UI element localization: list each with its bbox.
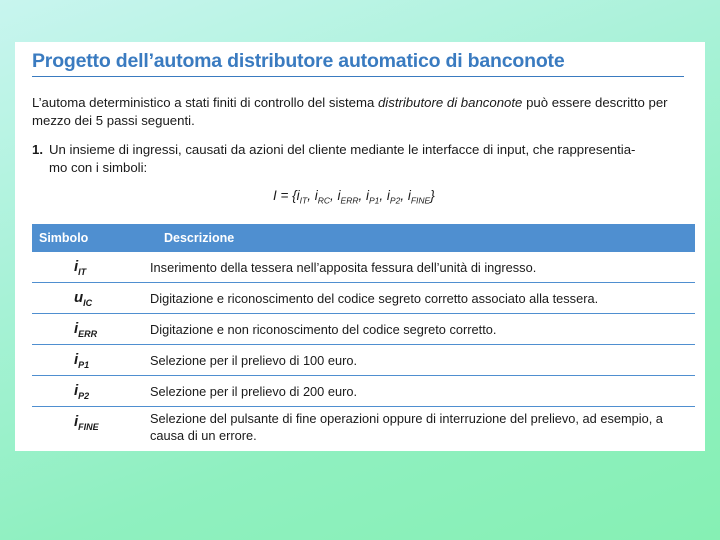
page-title: Progetto dell’automa distributore automatico di banconote <box>32 50 565 72</box>
row-symbol <box>74 258 86 277</box>
table-row <box>32 376 695 407</box>
document-page <box>15 42 705 451</box>
formula-lhs: I = { <box>273 188 297 203</box>
formula-term-base: i <box>314 188 318 203</box>
row-symbol-base: i <box>74 351 79 368</box>
table-row <box>32 407 695 447</box>
row-description: Selezione per il prelievo di 100 euro. <box>150 353 358 368</box>
formula-term <box>407 188 431 206</box>
row-symbol <box>74 382 89 401</box>
formula-term <box>337 188 359 206</box>
table-row <box>32 345 695 376</box>
formula-term-subscript: RC <box>317 195 331 206</box>
formula-separator: , <box>400 188 408 203</box>
row-description: Selezione per il prelievo di 200 euro. <box>150 384 358 399</box>
input-set-formula <box>273 188 435 206</box>
formula-term <box>296 188 308 206</box>
row-symbol-base: u <box>74 289 84 306</box>
row-symbol-subscript: FINE <box>78 422 99 432</box>
table-header <box>32 224 695 252</box>
formula-term-subscript: P2 <box>389 195 401 206</box>
intro-text-before: L’automa deterministico a stati finiti di controllo del sistema <box>32 95 378 110</box>
row-symbol-base: i <box>74 320 79 337</box>
formula-rhs: } <box>430 188 435 203</box>
table-body <box>32 252 695 447</box>
row-symbol-subscript: P2 <box>78 391 90 401</box>
step-1-line-2: mo con i simboli: <box>49 160 148 175</box>
step-1-text: Un insieme di ingressi, causati da azioni del cliente mediante le interfacce di input, che rappresentia- <box>49 142 636 157</box>
formula-separator: , <box>330 188 338 203</box>
step-number: 1. <box>32 142 43 157</box>
formula-term-subscript: P1 <box>369 195 380 206</box>
intro-text-after: può essere descritto per mezzo dei 5 passi seguenti. <box>32 95 668 128</box>
symbol-table <box>32 224 695 447</box>
formula-term <box>386 188 401 206</box>
formula-term-subscript: IT <box>299 195 308 206</box>
row-symbol <box>74 289 92 308</box>
header-description: Descrizione <box>164 231 235 245</box>
row-description: Inserimento della tessera nell’apposita fessura dell’unità di ingresso. <box>150 260 537 275</box>
row-symbol-base: i <box>74 382 79 399</box>
formula-term-subscript: FINE <box>410 195 431 206</box>
formula-term-base: i <box>407 188 411 203</box>
formula-term <box>366 188 380 206</box>
intro-text-italic: distributore di banconote <box>377 95 523 110</box>
row-symbol-subscript: ERR <box>78 329 98 339</box>
row-description: Digitazione e riconoscimento del codice segreto corretto associato alla tessera. <box>150 291 599 306</box>
formula-term-base: i <box>366 188 369 203</box>
formula-term-subscript: ERR <box>340 195 359 206</box>
formula-term-base: i <box>296 188 300 203</box>
row-description: Digitazione e non riconoscimento del codice segreto corretto. <box>150 322 497 337</box>
intro-paragraph <box>32 94 700 130</box>
row-description: Selezione del pulsante di fine operazioni oppure di interruzione del prelievo, ad esempio, a causa di un errore. <box>150 411 663 443</box>
table-row <box>32 314 695 345</box>
row-symbol <box>74 320 97 339</box>
formula-separator: , <box>379 188 387 203</box>
formula-term <box>314 188 331 206</box>
row-symbol-subscript: IT <box>78 267 87 277</box>
formula-items <box>296 188 431 206</box>
row-symbol-subscript: IC <box>83 298 93 308</box>
step-1 <box>32 141 700 177</box>
row-symbol-subscript: P1 <box>78 360 90 370</box>
row-symbol-base: i <box>74 258 79 275</box>
formula-term-base: i <box>337 188 341 203</box>
formula-term-base: i <box>386 188 390 203</box>
step-1-line-1 <box>32 141 700 159</box>
row-symbol <box>74 351 89 370</box>
title-underline <box>32 76 684 77</box>
formula-separator: , <box>358 188 366 203</box>
header-symbol: Simbolo <box>39 231 89 245</box>
table-row <box>32 283 695 314</box>
table-row <box>32 252 695 283</box>
row-symbol-base: i <box>74 413 79 430</box>
formula-separator: , <box>307 188 315 203</box>
row-symbol <box>74 413 99 432</box>
